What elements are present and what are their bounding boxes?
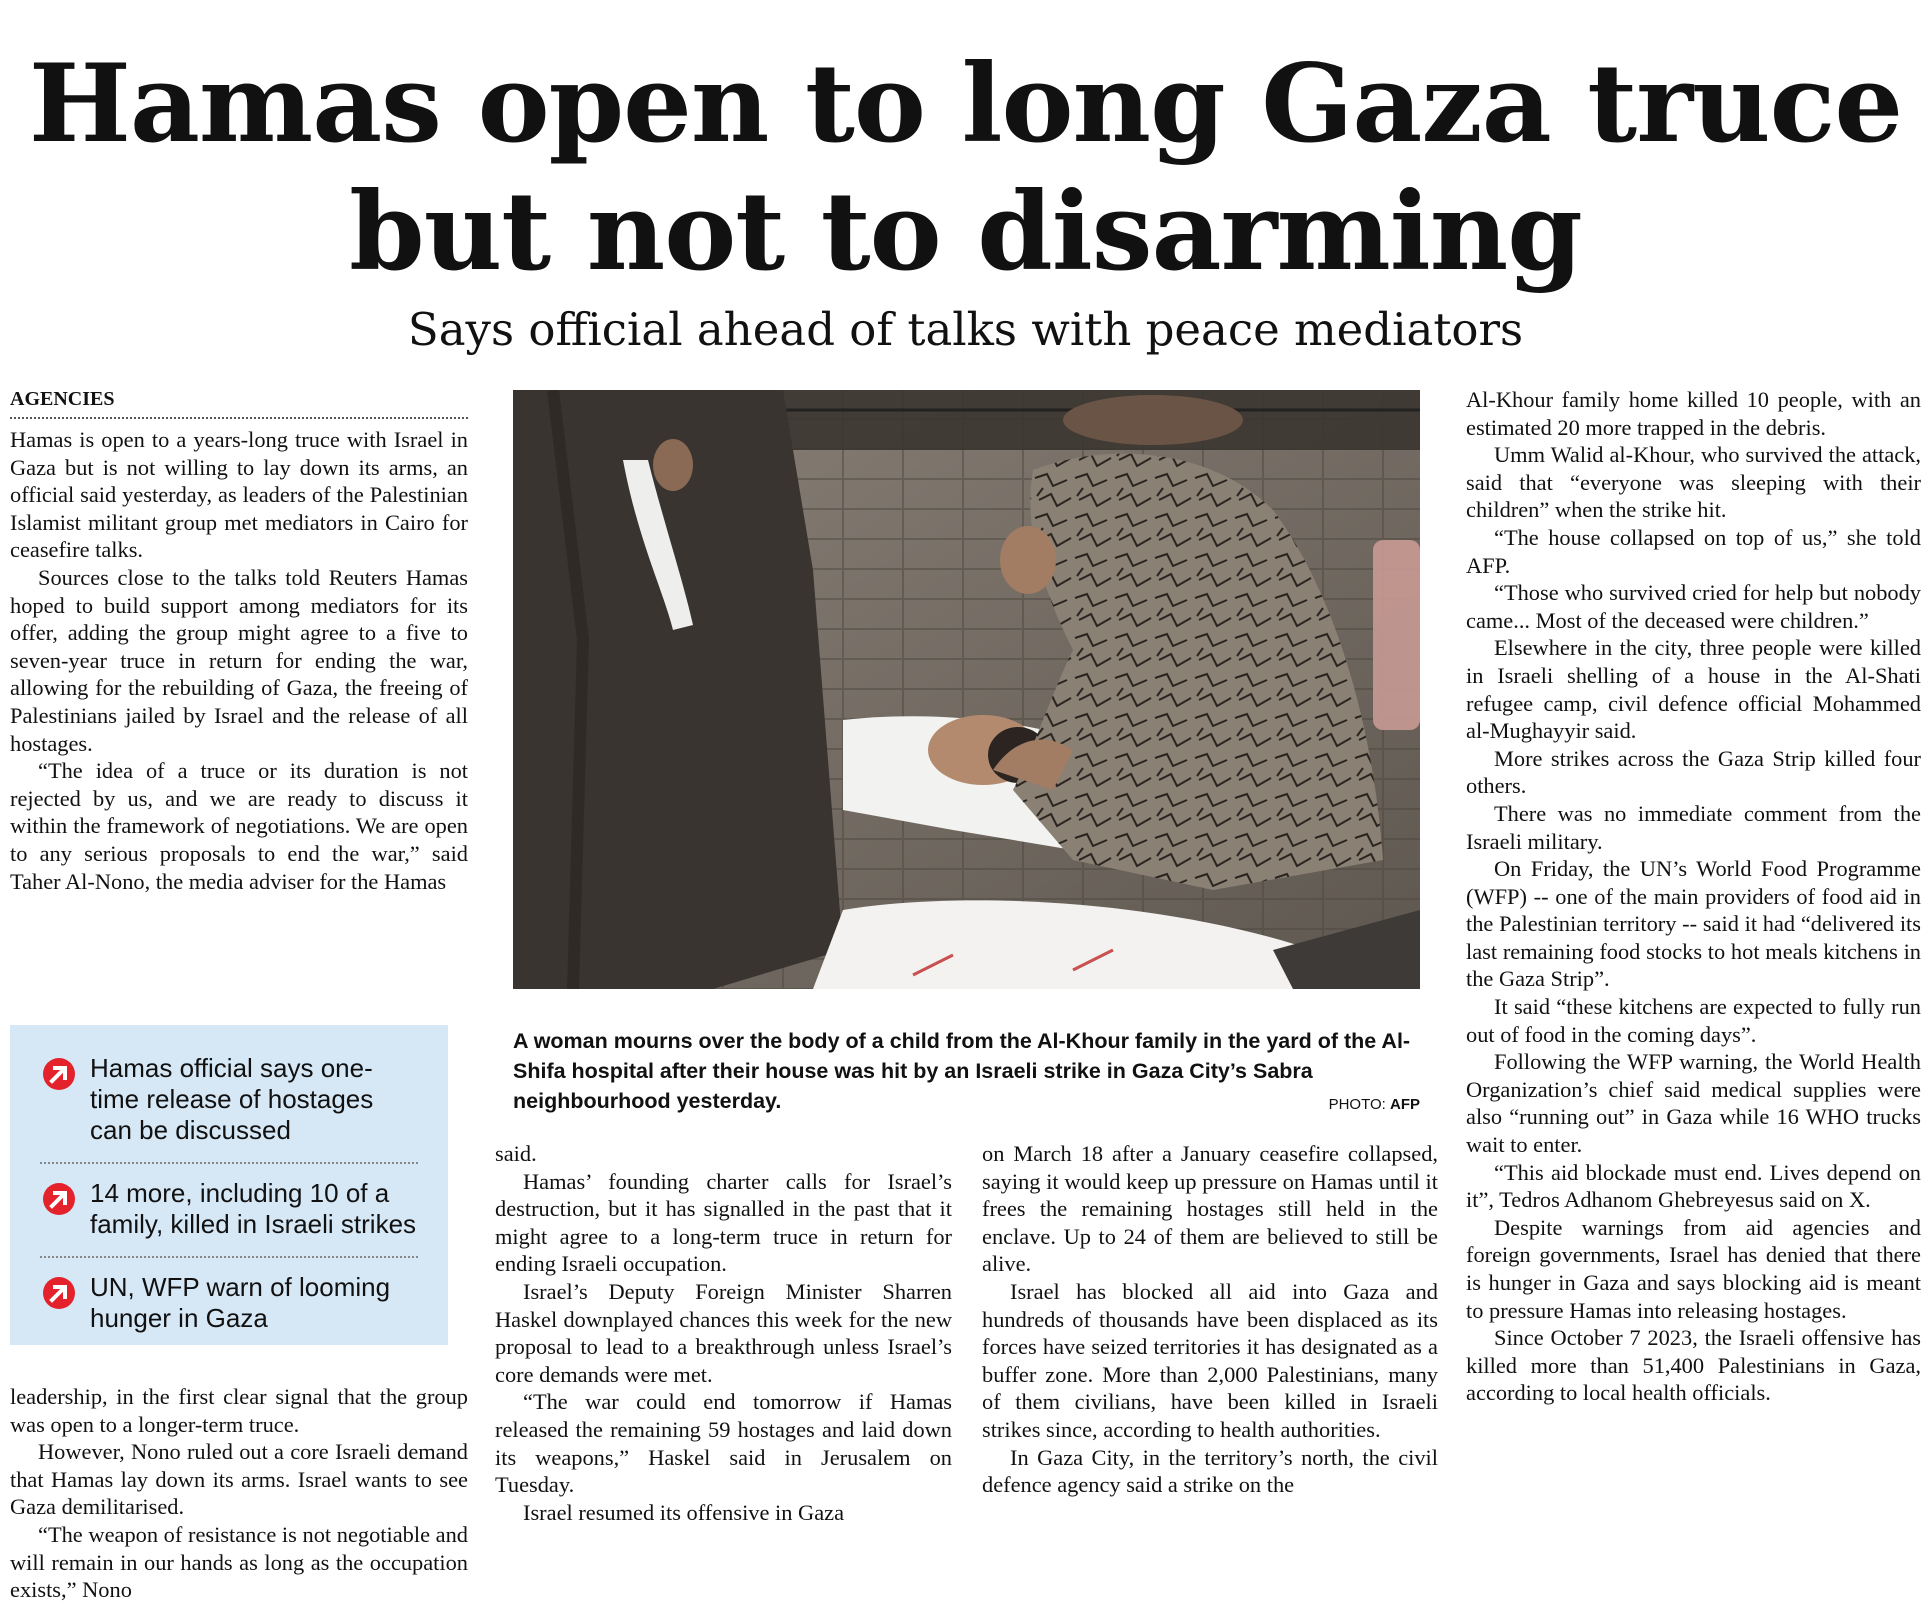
paragraph: Hamas’ founding charter calls for Israel’s destruction, but it has signalled in the past that it might agree to a long-term truce in return for ending Israeli occupation. xyxy=(495,1168,952,1277)
highlight-text: Hamas official says one-time release of hostages can be discussed xyxy=(90,1053,374,1145)
paragraph: Israel has blocked all aid into Gaza and hundreds of thousands have been displaced as its forces have seized territories it has designated as a buffer zone. More than 2,000 Palestinians, many of them civilians, have been killed in Israeli strikes since, according to health authorities. xyxy=(982,1278,1438,1442)
highlight-item xyxy=(40,1053,418,1164)
column-3 xyxy=(982,1140,1438,1499)
paragraph: Elsewhere in the city, three people were killed in Israeli shelling of a house in the Al-Shati refugee camp, civil defence official Mohammed al-Mughayyir said. xyxy=(1466,635,1921,744)
paragraph: There was no immediate comment from the Israeli military. xyxy=(1466,800,1921,854)
paragraph: “The idea of a truce or its duration is not rejected by us, and we are ready to discuss it within the framework of negotiations. We are open to any serious proposals to end the war,” said Taher Al-Nono, the media adviser for the Hamas xyxy=(10,758,468,894)
highlights-box xyxy=(10,1025,448,1345)
paragraph: In Gaza City, in the territory’s north, the civil defence agency said a strike on the xyxy=(982,1444,1438,1498)
paragraph: Sources close to the talks told Reuters Hamas hoped to build support among mediators for its offer, adding the group might agree to a five to seven-year truce in return for ending the war, allowing for the rebuilding of Gaza, the freeing of Palestinians jailed by Israel and the release of all hostages. xyxy=(10,564,468,756)
highlight-item xyxy=(40,1164,418,1258)
paragraph: On Friday, the UN’s World Food Programme (WFP) -- one of the main providers of food aid in the Palestinian territory -- said it had “delivered its last remaining food stocks to hot meals kitchens in the Gaza Strip”. xyxy=(1466,856,1921,992)
subheadline: Says official ahead of talks with peace mediators xyxy=(407,303,1524,356)
paragraph: “The weapon of resistance is not negotiable and will remain in our hands as long as the occupation exists,” Nono xyxy=(10,1521,468,1603)
headline-line-1: Hamas open to long Gaza truce xyxy=(28,41,1903,167)
arrow-bullet-icon xyxy=(42,1057,76,1091)
headline xyxy=(0,40,1931,296)
photo-credit-label: PHOTO: xyxy=(1328,1096,1386,1113)
paragraph: Hamas is open to a years-long truce with Israel in Gaza but is not willing to lay down its arms, an official said yesterday, as leaders of the Palestinian Islamist militant group met mediators in Cairo for ceasefire talks. xyxy=(10,427,468,563)
column-1-bottom xyxy=(10,1383,468,1604)
arrow-bullet-icon xyxy=(42,1276,76,1310)
photo-credit-source: AFP xyxy=(1390,1096,1420,1113)
paragraph: on March 18 after a January ceasefire collapsed, saying it would keep up pressure on Hamas until it frees the remaining hostages still held in the enclave. Up to 24 of them are believed to still be alive. xyxy=(982,1141,1438,1277)
paragraph: Israel’s Deputy Foreign Minister Sharren Haskel downplayed chances this week for the new proposal to lead to a breakthrough unless Israel’s core demands were met. xyxy=(495,1278,952,1387)
paragraph: Israel resumed its offensive in Gaza xyxy=(523,1499,845,1525)
paragraph: “This aid blockade must end. Lives depend on it”, Tedros Adhanom Ghebreyesus said on X. xyxy=(1466,1159,1921,1213)
news-photo xyxy=(513,390,1420,989)
column-2 xyxy=(495,1140,952,1526)
highlight-text: 14 more, including 10 of a family, killed in Israeli strikes xyxy=(90,1178,417,1239)
paragraph: said. xyxy=(495,1141,537,1166)
mourning-photo-illustration xyxy=(513,390,1420,989)
highlight-text: UN, WFP warn of looming hunger in Gaza xyxy=(90,1272,391,1333)
paragraph: Since October 7 2023, the Israeli offensive has killed more than 51,400 Palestinians in Gaza, according to local health officials. xyxy=(1466,1325,1921,1406)
column-4 xyxy=(1466,386,1921,1407)
paragraph: Despite warnings from aid agencies and foreign governments, Israel has denied that there is hunger in Gaza and says blocking aid is meant to pressure Hamas into releasing hostages. xyxy=(1466,1214,1921,1323)
paragraph: “The war could end tomorrow if Hamas released the remaining 59 hostages and laid down its weapons,” Haskel said in Jerusalem on Tuesday. xyxy=(495,1389,952,1498)
paragraph: leadership, in the first clear signal that the group was open to a longer-term truce. xyxy=(10,1384,468,1437)
paragraph: “The house collapsed on top of us,” she told AFP. xyxy=(1466,524,1921,578)
photo-caption: A woman mourns over the body of a child from the Al-Khour family in the yard of the Al-Shifa hospital after their house was hit by an Israeli strike in Gaza City’s Sabra neighbourhood yesterday. xyxy=(513,1029,1411,1113)
paragraph: More strikes across the Gaza Strip killed four others. xyxy=(1466,745,1921,799)
paragraph: However, Nono ruled out a core Israeli demand that Hamas lay down its arms. Israel wants to see Gaza demilitarised. xyxy=(10,1439,468,1520)
paragraph: Following the WFP warning, the World Health Organization’s chief said medical supplies were also “running out” in Gaza while 16 WHO trucks wait to enter. xyxy=(1466,1049,1921,1158)
highlight-item xyxy=(40,1258,418,1350)
paragraph: Al-Khour family home killed 10 people, with an estimated 20 more trapped in the debris. xyxy=(1466,387,1921,440)
headline-line-2: but not to disarming xyxy=(349,169,1582,295)
byline: AGENCIES xyxy=(10,388,468,419)
paragraph: It said “these kitchens are expected to fully run out of food in the coming days”. xyxy=(1466,994,1921,1047)
paragraph: “Those who survived cried for help but nobody came... Most of the deceased were children.” xyxy=(1466,580,1921,633)
photo-credit xyxy=(1308,1096,1420,1113)
paragraph: Umm Walid al-Khour, who survived the attack, said that “everyone was sleeping with their children” when the strike hit. xyxy=(1466,442,1921,523)
column-1-top xyxy=(10,426,468,895)
arrow-bullet-icon xyxy=(42,1182,76,1216)
